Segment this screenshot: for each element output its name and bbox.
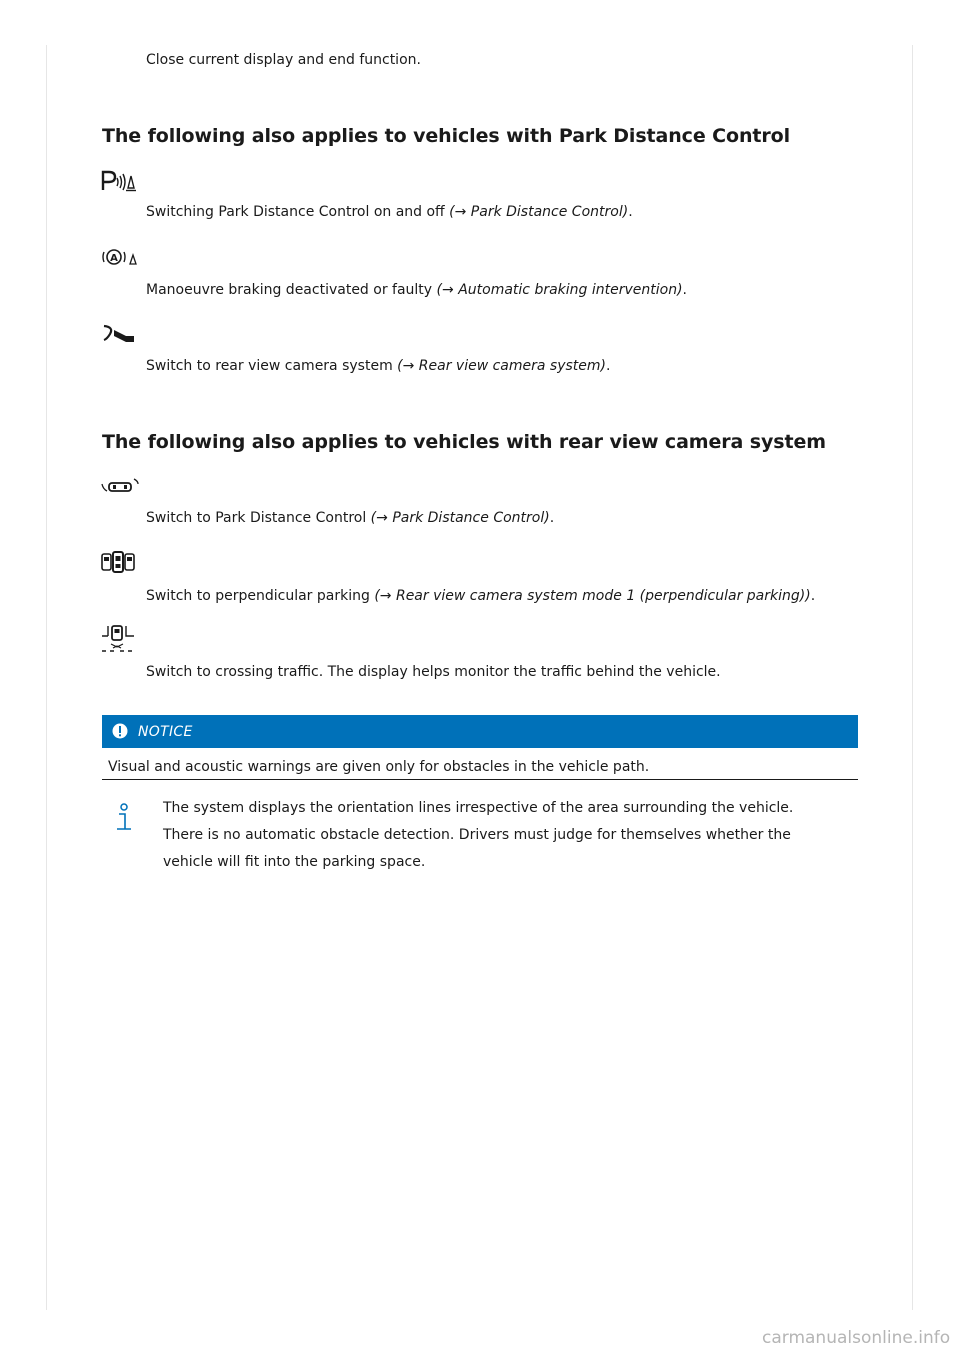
cross-reference-link[interactable]: (→ Rear view camera system) bbox=[397, 358, 607, 374]
info-text-line: The system displays the orientation lines irrespective of the area surrounding the vehicle. bbox=[163, 800, 794, 816]
item-text: Manoeuvre braking deactivated or faulty (→ Automatic braking intervention). bbox=[146, 282, 687, 298]
item-text: Switching Park Distance Control on and off (→ Park Distance Control). bbox=[146, 204, 633, 220]
item-text: Switch to Park Distance Control (→ Park Distance Control). bbox=[146, 510, 555, 526]
info-text-line: There is no automatic obstacle detection. Drivers must judge for themselves whether the bbox=[163, 827, 791, 843]
cross-reference-link[interactable]: (→ Park Distance Control) bbox=[449, 204, 629, 220]
cross-reference-link[interactable]: (→ Park Distance Control) bbox=[370, 510, 550, 526]
item-text: Switch to rear view camera system (→ Rear view camera system). bbox=[146, 358, 611, 374]
cross-reference-link[interactable]: (→ Automatic braking intervention) bbox=[436, 282, 683, 298]
exclamation-icon bbox=[112, 723, 128, 743]
notice-label: NOTICE bbox=[138, 724, 193, 740]
watermark: carmanualsonline.info bbox=[762, 1328, 951, 1348]
notice-bar bbox=[102, 715, 858, 748]
manoeuvre-braking-icon bbox=[100, 246, 140, 268]
info-text-line: vehicle will fit into the parking space. bbox=[163, 854, 426, 870]
park-distance-car-icon bbox=[100, 476, 142, 496]
item-text: Switch to crossing traffic. The display helps monitor the traffic behind the vehicle. bbox=[146, 664, 721, 680]
item-text: Switch to perpendicular parking (→ Rear view camera system mode 1 (perpendicular parking)). bbox=[146, 588, 816, 604]
perpendicular-parking-icon bbox=[100, 550, 140, 574]
notice-divider bbox=[102, 779, 858, 780]
section-heading-rvc: The following also applies to vehicles with rear view camera system bbox=[102, 431, 826, 453]
info-icon bbox=[114, 803, 134, 837]
intro-text: Close current display and end function. bbox=[146, 52, 421, 68]
notice-body: Visual and acoustic warnings are given only for obstacles in the vehicle path. bbox=[108, 759, 650, 775]
page-border-left bbox=[46, 45, 47, 1310]
cross-reference-link[interactable]: (→ Rear view camera system mode 1 (perpendicular parking)) bbox=[374, 588, 811, 604]
crossing-traffic-icon bbox=[100, 624, 140, 654]
park-distance-control-icon bbox=[100, 170, 138, 192]
svg-text:A: A bbox=[110, 253, 118, 264]
rear-view-camera-icon bbox=[100, 322, 140, 344]
page-border-right bbox=[912, 45, 913, 1310]
section-heading-pdc: The following also applies to vehicles with Park Distance Control bbox=[102, 125, 790, 147]
